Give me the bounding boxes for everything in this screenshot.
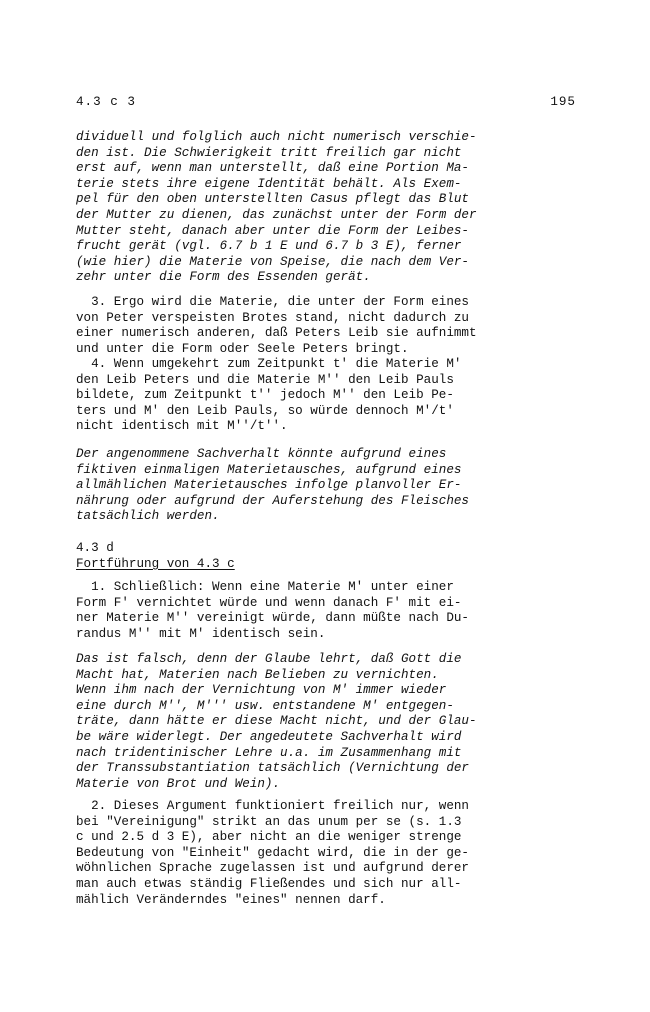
text-line: bildete, zum Zeitpunkt t'' jedoch M'' den Leib Pe-	[76, 388, 454, 403]
page-number: 195	[550, 95, 576, 109]
text-line: träte, dann hätte er diese Macht nicht, und der Glau-	[76, 714, 477, 729]
section-heading	[76, 557, 576, 573]
text-line: allmählichen Materietausches infolge planvoller Er-	[76, 478, 462, 493]
text-line: Bedeutung von "Einheit" gedacht wird, die in der ge-	[76, 845, 469, 860]
text-line: pel für den oben unterstellten Casus pflegt das Blut	[76, 192, 469, 207]
text-line: randus M'' mit M' identisch sein.	[76, 626, 326, 641]
text-line: und unter die Form oder Seele Peters bringt.	[76, 341, 409, 356]
text-line: ner Materie M'' vereinigt würde, dann müßte nach Du-	[76, 611, 469, 626]
text-line: der Mutter zu dienen, das zunächst unter der Form der	[76, 207, 477, 222]
text-line: Das ist falsch, denn der Glaube lehrt, daß Gott die	[76, 652, 462, 666]
text-line: 3. Ergo wird die Materie, die unter der Form eines	[76, 295, 469, 309]
text-line	[76, 557, 576, 573]
text-line: Form F' vernichtet würde und wenn danach F' mit ei-	[76, 595, 462, 610]
paragraph	[76, 295, 576, 357]
paragraph	[76, 447, 576, 525]
section-number: 4.3 c 3	[76, 95, 136, 109]
text-line: be wäre widerlegt. Der angedeutete Sachverhalt wird	[76, 729, 462, 744]
paragraph	[76, 580, 576, 642]
text-line: frucht gerät (vgl. 6.7 b 1 E und 6.7 b 3 E), ferner	[76, 239, 462, 254]
text-line: 4.3 d	[76, 541, 114, 555]
text-line: von Peter verspeisten Brotes stand, nicht dadurch zu	[76, 310, 469, 325]
text-line: (wie hier) die Materie von Speise, die nach dem Ver-	[76, 254, 469, 269]
text-line: fiktiven einmaligen Materietausches, aufgrund eines	[76, 462, 462, 477]
text-line: Wenn ihm nach der Vernichtung von M' immer wieder	[76, 683, 447, 698]
running-header	[76, 95, 576, 113]
paragraph	[76, 130, 576, 286]
section-heading	[76, 541, 576, 557]
paragraph	[76, 652, 576, 792]
text-line: erst auf, wenn man unterstellt, daß eine Portion Ma-	[76, 161, 469, 176]
paragraph	[76, 799, 576, 908]
text-line: mählich Veränderndes "eines" nennen darf.	[76, 892, 386, 907]
text-line: Mutter steht, danach aber unter die Form der Leibes-	[76, 223, 469, 238]
text-line: Macht hat, Materien nach Belieben zu vernichten.	[76, 667, 439, 682]
text-line: den ist. Die Schwierigkeit tritt freilich gar nicht	[76, 145, 462, 160]
text-line: eine durch M'', M''' usw. entstandene M' entgegen-	[76, 698, 454, 713]
text-line: Der angenommene Sachverhalt könnte aufgrund eines	[76, 447, 447, 461]
text-line: nicht identisch mit M''/t''.	[76, 419, 288, 434]
text-line: 1. Schließlich: Wenn eine Materie M' unter einer	[76, 580, 454, 594]
text-line: Materie von Brot und Wein).	[76, 776, 281, 791]
text-line: den Leib Peters und die Materie M'' den Leib Pauls	[76, 372, 454, 387]
text-line: 2. Dieses Argument funktioniert freilich nur, wenn	[76, 799, 469, 813]
text-line: ters und M' den Leib Pauls, so würde dennoch M'/t'	[76, 403, 454, 418]
text-line: nährung oder aufgrund der Auferstehung des Fleisches	[76, 493, 469, 508]
text-line: man auch etwas ständig Fließendes und sich nur all-	[76, 876, 462, 891]
text-line: einer numerisch anderen, daß Peters Leib sie aufnimmt	[76, 326, 477, 341]
text-line: wöhnlichen Sprache zugelassen ist und aufgrund derer	[76, 861, 469, 876]
text-line: der Transsubstantiation tatsächlich (Vernichtung der	[76, 761, 469, 776]
text-line: c und 2.5 d 3 E), aber nicht an die weniger strenge	[76, 830, 462, 845]
text-line: tatsächlich werden.	[76, 509, 220, 524]
text-line: 4. Wenn umgekehrt zum Zeitpunkt t' die Materie M'	[76, 357, 462, 371]
paragraph	[76, 357, 576, 435]
text-line: zehr unter die Form des Essenden gerät.	[76, 270, 371, 285]
heading-title: Fortführung von 4.3 c	[76, 557, 235, 571]
text-line: terie stets ihre eigene Identität behält. Als Exem-	[76, 176, 462, 191]
text-line: dividuell und folglich auch nicht numerisch verschie-	[76, 130, 477, 144]
text-line: bei "Vereinigung" strikt an das unum per se (s. 1.3	[76, 814, 462, 829]
text-line: nach tridentinischer Lehre u.a. im Zusammenhang mit	[76, 745, 462, 760]
